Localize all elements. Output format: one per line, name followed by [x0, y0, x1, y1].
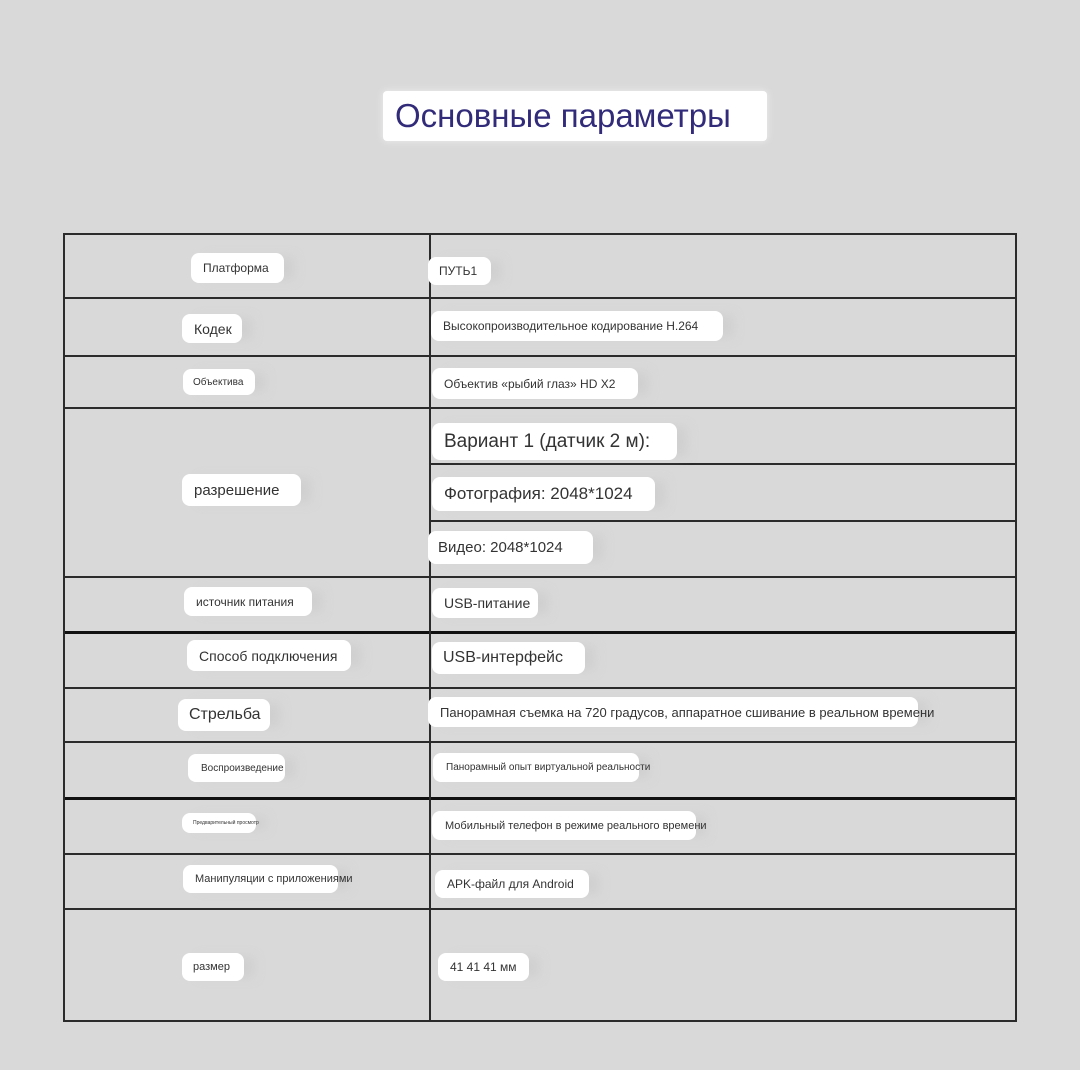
row-divider — [64, 407, 1017, 409]
sub-row-divider — [430, 520, 1017, 522]
label-power-source: источник питания — [184, 587, 312, 616]
label-size: размер — [182, 953, 244, 981]
table-border-right — [1015, 233, 1017, 1022]
value-resolution-video: Видео: 2048*1024 — [428, 531, 593, 564]
page-title: Основные параметры — [383, 91, 767, 141]
row-divider — [64, 908, 1017, 910]
row-divider — [64, 797, 1017, 800]
row-divider — [64, 576, 1017, 578]
row-divider — [64, 355, 1017, 357]
value-platform: ПУТЬ1 — [428, 257, 491, 285]
value-size: 41 41 41 мм — [438, 953, 529, 981]
row-divider — [64, 631, 1017, 634]
label-app-manipulation: Манипуляции с приложениями — [183, 865, 338, 893]
label-connection-method: Способ подключения — [187, 640, 351, 671]
row-divider — [64, 853, 1017, 855]
row-divider — [64, 297, 1017, 299]
row-divider — [64, 687, 1017, 689]
row-divider — [64, 741, 1017, 743]
value-app-manipulation: APK-файл для Android — [435, 870, 589, 898]
table-border-top — [64, 233, 1017, 235]
sub-row-divider — [430, 463, 1017, 465]
value-resolution-variant: Вариант 1 (датчик 2 м): — [432, 423, 677, 460]
label-lens: Объектива — [183, 369, 255, 395]
table-border-left — [63, 233, 65, 1022]
label-preview: Предварительный просмотр — [182, 813, 256, 833]
value-lens: Объектив «рыбий глаз» HD X2 — [432, 368, 638, 399]
value-preview: Мобильный телефон в режиме реального времени — [432, 811, 696, 840]
table-border-bottom — [64, 1020, 1017, 1022]
value-resolution-photo: Фотография: 2048*1024 — [432, 477, 655, 511]
column-divider — [429, 233, 431, 1022]
value-connection-method: USB-интерфейс — [432, 642, 585, 674]
value-shooting: Панорамная съемка на 720 градусов, аппаратное сшивание в реальном времени — [428, 697, 918, 727]
value-codec: Высокопроизводительное кодирование H.264 — [431, 311, 723, 341]
label-shooting: Стрельба — [178, 699, 270, 731]
value-power-source: USB-питание — [432, 588, 538, 618]
label-platform: Платформа — [191, 253, 284, 283]
label-resolution: разрешение — [182, 474, 301, 506]
value-playback: Панорамный опыт виртуальной реальности — [433, 753, 639, 782]
label-codec: Кодек — [182, 314, 242, 343]
label-playback: Воспроизведение — [188, 754, 285, 782]
